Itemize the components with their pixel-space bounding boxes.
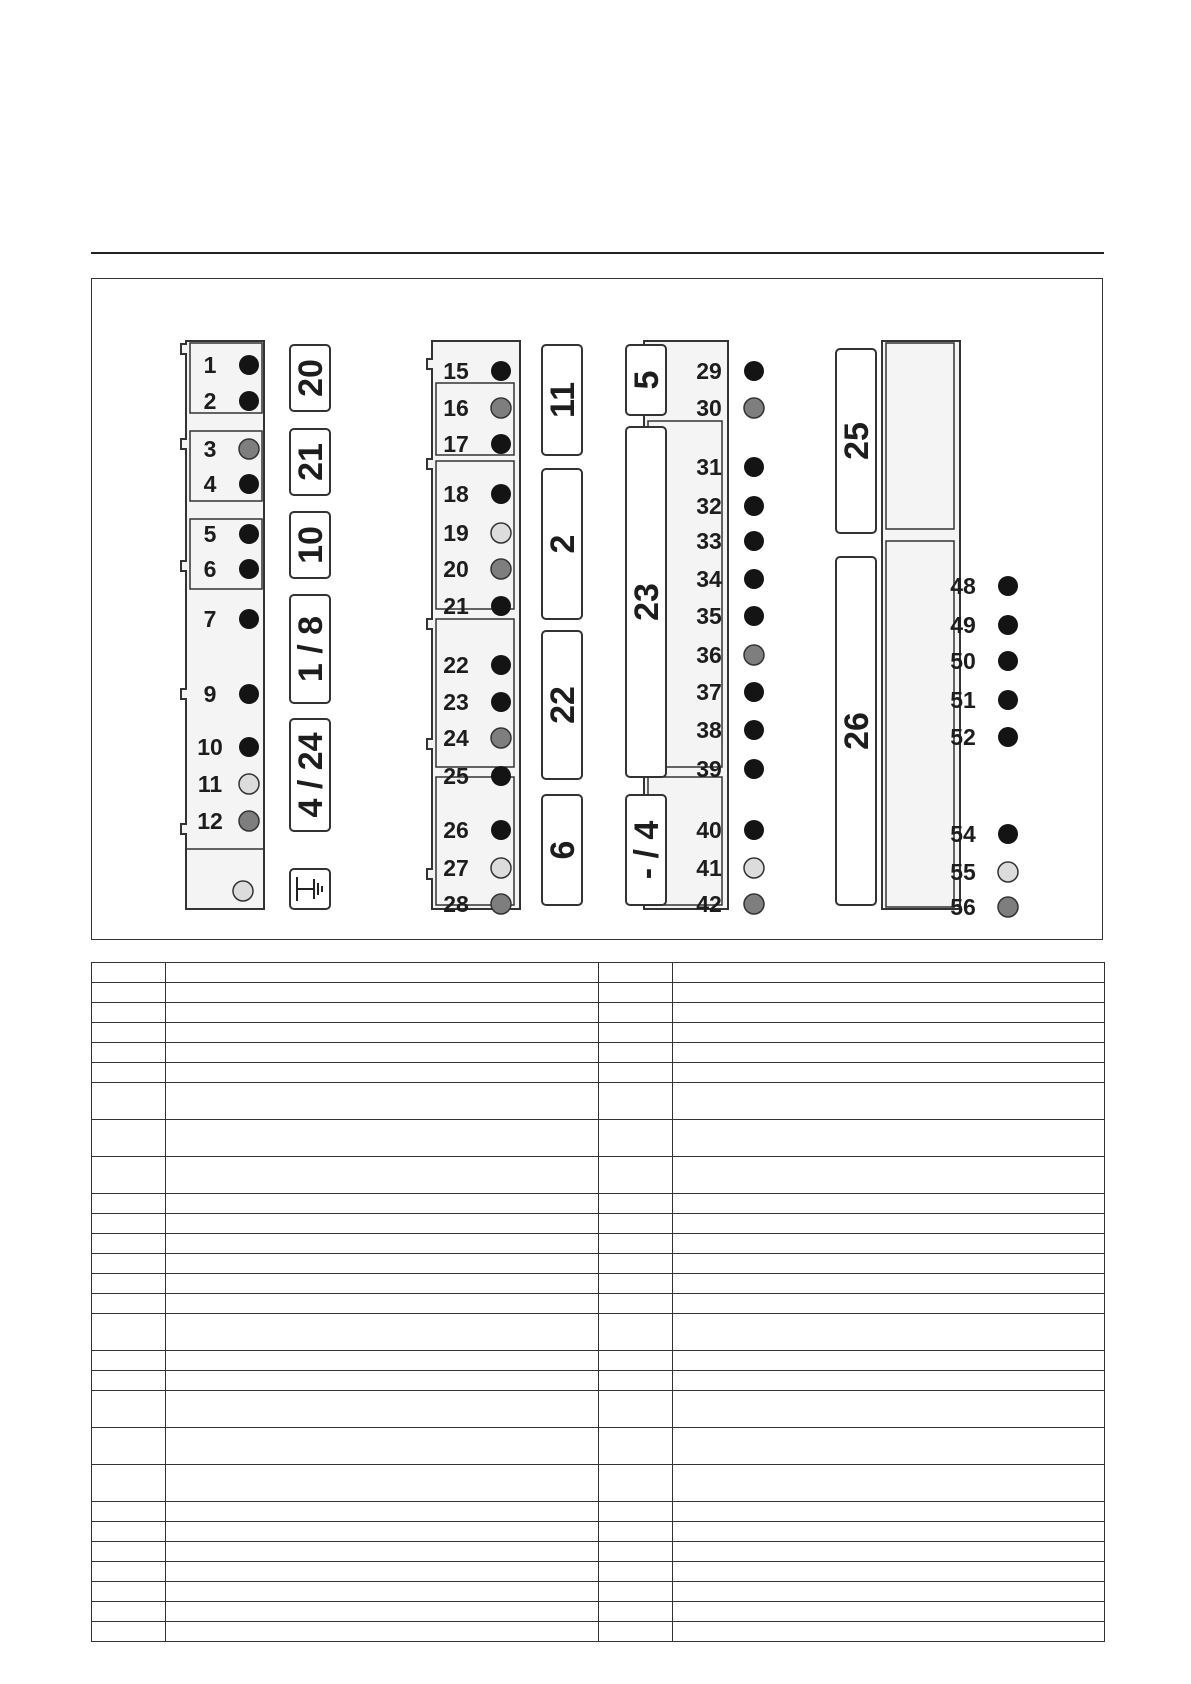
pin-dot [491,434,511,454]
table-cell [599,1371,673,1391]
ground-icon [290,869,330,909]
table-cell [92,1254,166,1274]
pin-number: 49 [950,612,976,638]
table-cell [673,1428,1105,1465]
table-cell [92,1043,166,1063]
header-rule [91,252,1104,254]
table-cell [673,1083,1105,1120]
table-cell [673,1582,1105,1602]
pin-number: 29 [696,358,722,384]
pin-55 [950,859,1018,885]
pin-number: 41 [696,855,722,881]
table-cell [92,1371,166,1391]
pin-31 [696,454,764,480]
table-cell [166,1234,599,1254]
pin-dot [744,496,764,516]
pin-number: 35 [696,603,722,629]
table-cell [92,963,166,983]
pin-49 [950,612,1018,638]
table-row [92,1622,1105,1642]
pin-number: 28 [443,891,469,917]
pin-50 [950,648,1018,674]
table-row [92,1351,1105,1371]
table-cell [166,1465,599,1502]
table-cell [599,1234,673,1254]
table-cell [92,1428,166,1465]
pin-dot [491,559,511,579]
table-cell [166,1351,599,1371]
table-cell [166,1542,599,1562]
table-row [92,1120,1105,1157]
pin-number: 56 [950,894,976,920]
table-cell [599,1083,673,1120]
pin-number: 19 [443,520,469,546]
pin-dot [491,398,511,418]
table-cell [599,1502,673,1522]
table-row [92,1043,1105,1063]
table-cell [92,1602,166,1622]
table-cell [599,1023,673,1043]
pin-dot [239,439,259,459]
pin-dot [998,651,1018,671]
pin-dot [998,727,1018,747]
table-cell [92,1502,166,1522]
table-cell [92,1562,166,1582]
table-cell [166,1157,599,1194]
pin-dot [744,759,764,779]
table-cell [599,1428,673,1465]
fuse-labels [292,359,876,879]
table-row [92,1314,1105,1351]
table-cell [599,963,673,983]
table-row [92,1063,1105,1083]
table-cell [673,1194,1105,1214]
pin-dot [491,858,511,878]
table-cell [599,1294,673,1314]
table-cell [599,1003,673,1023]
table-cell [92,1522,166,1542]
table-row [92,1083,1105,1120]
table-cell [92,1157,166,1194]
table-cell [673,1562,1105,1582]
pin-number: 25 [443,763,469,789]
pin-51 [950,687,1018,713]
table-row [92,1391,1105,1428]
pin-number: 52 [950,724,976,750]
pin-dot [744,894,764,914]
table-cell [92,1234,166,1254]
table-cell [166,1522,599,1542]
pin-dot [239,737,259,757]
table-cell [166,1371,599,1391]
table-row [92,1234,1105,1254]
table-cell [599,1602,673,1622]
pin-number: 15 [443,358,469,384]
pin-dot [744,820,764,840]
pin-dot [744,606,764,626]
table-cell [599,1120,673,1157]
pin-number: 20 [443,556,469,582]
pin-dot [239,391,259,411]
table-cell [92,1542,166,1562]
pin-number: 50 [950,648,976,674]
table-cell [673,1602,1105,1622]
pin-30 [696,395,764,421]
table-cell [92,1582,166,1602]
pin-dot [744,531,764,551]
pin-number: 26 [443,817,469,843]
pin-dot [239,774,259,794]
table-cell [92,1194,166,1214]
connector-diagram [91,278,1103,940]
table-cell [599,1542,673,1562]
table-row [92,1274,1105,1294]
table-cell [599,1582,673,1602]
pin-dot [744,858,764,878]
pin-number: 36 [696,642,722,668]
table-cell [92,1351,166,1371]
pin-39 [696,756,764,782]
table-cell [166,1063,599,1083]
table-cell [92,1214,166,1234]
table-cell [92,1023,166,1043]
pin-52 [950,724,1018,750]
pin-number: 48 [950,573,976,599]
table-cell [599,1254,673,1274]
table-cell [673,1063,1105,1083]
fuse-label: 25 [838,422,876,460]
table-cell [166,1274,599,1294]
table-cell [166,1582,599,1602]
pin-number: 34 [696,566,722,592]
table-row [92,1602,1105,1622]
pin-dot [239,559,259,579]
table-cell [166,1428,599,1465]
pin-number: 6 [203,556,217,582]
pin-number: 16 [443,395,469,421]
table-row [92,1003,1105,1023]
pin-number: 12 [197,808,223,834]
table-cell [166,1043,599,1063]
table-cell [166,1083,599,1120]
fuse-label: 21 [292,443,330,481]
pin-dot [744,457,764,477]
fuse-label: 20 [292,359,330,397]
table-cell [673,1214,1105,1234]
table-cell [166,1023,599,1043]
pin-dot [744,645,764,665]
pin-dot [744,398,764,418]
table-cell [92,1274,166,1294]
table-cell [166,1391,599,1428]
pin-number: 42 [696,891,722,917]
table-cell [673,1465,1105,1502]
pin-number: 51 [950,687,976,713]
pin-dot [491,523,511,543]
table-cell [166,1194,599,1214]
pin-dot [491,655,511,675]
pin-number: 30 [696,395,722,421]
table-cell [599,983,673,1003]
table-cell [92,1083,166,1120]
pin-dot [744,682,764,702]
table-cell [599,1351,673,1371]
table-row [92,1465,1105,1502]
pin-number: 37 [696,679,722,705]
pin-number: 33 [696,528,722,554]
table-cell [92,1003,166,1023]
pin-42 [696,891,764,917]
table-cell [673,1254,1105,1274]
table-cell [166,1622,599,1642]
pin-number: 27 [443,855,469,881]
pin-32 [696,493,764,519]
pin-number: 11 [197,771,223,797]
table-cell [599,1562,673,1582]
pin-dot [491,894,511,914]
table-cell [166,1003,599,1023]
table-row [92,1522,1105,1542]
pin-number: 32 [696,493,722,519]
pin-41 [696,855,764,881]
table-cell [92,1294,166,1314]
table-cell [599,1274,673,1294]
pin-number: 55 [950,859,976,885]
table-cell [166,963,599,983]
pin-number: 4 [203,471,217,497]
pin-number: 1 [203,352,217,378]
table-cell [673,1234,1105,1254]
fuse-label: - / 4 [628,820,666,880]
pin-number: 18 [443,481,469,507]
table-cell [166,1562,599,1582]
table-cell [673,1542,1105,1562]
fuse-label: 2 [544,534,582,554]
pin-number: 7 [203,606,217,632]
pin-dot [998,824,1018,844]
pin-number: 9 [203,681,217,707]
pin-dot-unlabeled [233,881,253,901]
pin-number: 5 [203,521,217,547]
pin-number: 10 [197,734,223,760]
pin-dot [239,609,259,629]
table-cell [599,1314,673,1351]
table-row [92,1294,1105,1314]
pin-number: 31 [696,454,722,480]
fuse-label: 5 [628,370,666,390]
pin-38 [696,717,764,743]
pin-number: 21 [443,593,469,619]
pin-dot [744,361,764,381]
table-cell [166,1120,599,1157]
table-cell [166,1254,599,1274]
fuse-label: 22 [544,686,582,724]
table-cell [599,1194,673,1214]
pin-number: 39 [696,756,722,782]
pin-number: 3 [203,436,217,462]
table-row [92,1582,1105,1602]
pin-dot [998,897,1018,917]
table-cell [599,1522,673,1542]
pin-dot [239,474,259,494]
table-cell [673,1351,1105,1371]
table-cell [673,1522,1105,1542]
pin-34 [696,566,764,592]
table-cell [92,983,166,1003]
pin-37 [696,679,764,705]
table-cell [673,1502,1105,1522]
connector-svg [92,279,1102,939]
pin-dot [239,684,259,704]
fuse-label: 6 [544,840,582,860]
pin-dot [491,820,511,840]
table-cell [673,1023,1105,1043]
table-cell [92,1120,166,1157]
pin-number: 23 [443,689,469,715]
table-cell [599,1465,673,1502]
table-cell [92,1314,166,1351]
table-row [92,1023,1105,1043]
pin-dot [491,728,511,748]
table-cell [673,963,1105,983]
table-cell [599,1063,673,1083]
table-cell [166,1314,599,1351]
pin-number: 17 [443,431,469,457]
table-cell [673,1274,1105,1294]
fuse-label: 10 [292,526,330,564]
pin-48 [950,573,1018,599]
table-cell [599,1214,673,1234]
pin-dot [239,811,259,831]
pin-number: 38 [696,717,722,743]
table-cell [673,1120,1105,1157]
pin-dot [239,524,259,544]
pin-33 [696,528,764,554]
table-row [92,1371,1105,1391]
table-cell [92,1063,166,1083]
table-cell [599,1043,673,1063]
table-cell [166,1214,599,1234]
table-cell [166,983,599,1003]
pin-number: 40 [696,817,722,843]
table-cell [673,983,1105,1003]
pin-dot [744,569,764,589]
pin-number: 22 [443,652,469,678]
table-cell [166,1602,599,1622]
fuse-label: 11 [544,382,582,418]
table-cell [673,1314,1105,1351]
table-cell [673,1391,1105,1428]
table-cell [599,1622,673,1642]
table-cell [673,1043,1105,1063]
table-row [92,963,1105,983]
pin-dot [239,355,259,375]
pin-36 [696,642,764,668]
pin-dot [491,361,511,381]
table-cell [673,1622,1105,1642]
pin-35 [696,603,764,629]
table-row [92,1254,1105,1274]
table-row [92,1428,1105,1465]
table-cell [673,1371,1105,1391]
pin-number: 54 [950,821,976,847]
table-row [92,1502,1105,1522]
table-row [92,983,1105,1003]
table-cell [673,1157,1105,1194]
table-cell [92,1465,166,1502]
legend-table [91,962,1105,1642]
table-cell [673,1294,1105,1314]
table-cell [166,1502,599,1522]
fuse-label: 4 / 24 [292,732,330,818]
table-row [92,1562,1105,1582]
pin-dot [998,615,1018,635]
table-cell [599,1157,673,1194]
pin-dot [491,692,511,712]
pin-number: 24 [443,725,469,751]
pin-dot [491,484,511,504]
fuse-label: 23 [628,583,666,621]
fuses [290,345,876,905]
pin-dot [998,576,1018,596]
table-row [92,1214,1105,1234]
table-cell [166,1294,599,1314]
pin-29 [696,358,764,384]
table-row [92,1157,1105,1194]
pin-number: 2 [203,388,217,414]
pin-40 [696,817,764,843]
pin-dot [744,720,764,740]
pin-dot [491,596,511,616]
pin-dot [998,862,1018,882]
table-cell [92,1622,166,1642]
table-cell [673,1003,1105,1023]
pin-dot [998,690,1018,710]
table-cell [92,1391,166,1428]
pin-54 [950,821,1018,847]
table-row [92,1542,1105,1562]
fuse-label: 26 [838,712,876,750]
table-cell [599,1391,673,1428]
pin-dot [491,766,511,786]
fuse-label: 1 / 8 [292,615,330,683]
pin-56 [950,894,1018,920]
housing-d [882,341,960,909]
table-row [92,1194,1105,1214]
